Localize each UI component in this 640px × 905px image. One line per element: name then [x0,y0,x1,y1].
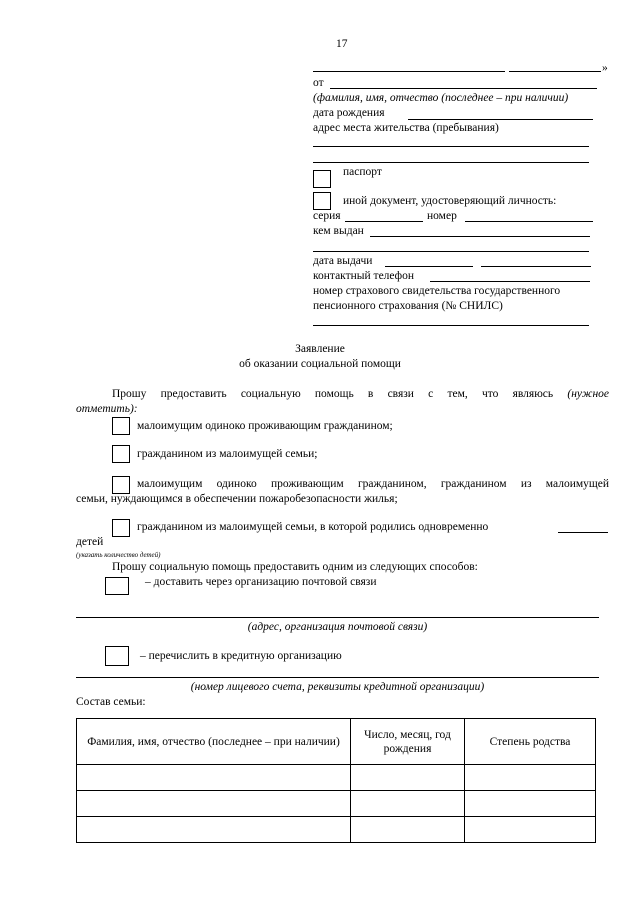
method2-field[interactable] [76,677,599,678]
option4-checkbox[interactable] [112,519,130,537]
option4-label-line1: гражданином из малоимущей семьи, в которой родились одновременно [137,521,489,533]
quote-close: » [602,62,608,74]
option4-label-line2: детей [76,536,104,548]
family-table-header [77,719,596,765]
method1-hint: (адрес, организация почтовой связи) [247,621,428,633]
option2-label: гражданином из малоимущей семьи; [137,448,318,460]
request-intro-line1 [112,388,609,400]
request-intro-text: Прошу предоставить социальную помощь в связи с тем, что являюсь [112,388,554,400]
option1-checkbox[interactable] [112,417,130,435]
series-label: серия [313,210,341,222]
birth-date-field[interactable] [408,119,593,120]
method1-label: – доставить через организацию почтовой связи [145,576,377,588]
table-cell[interactable] [77,791,351,817]
table-cell[interactable] [465,791,596,817]
address-label: адрес места жительства (пребывания) [313,122,499,134]
address-field-2[interactable] [313,162,589,163]
column-header-name: Фамилия, имя, отчество (последнее – при наличии) [77,719,351,765]
from-label: от [313,77,324,89]
phone-field[interactable] [430,281,590,282]
other-document-checkbox[interactable] [313,192,331,210]
table-cell[interactable] [351,765,465,791]
option3-checkbox[interactable] [112,476,130,494]
table-cell[interactable] [351,817,465,843]
issued-by-label: кем выдан [313,225,364,237]
table-cell[interactable] [77,817,351,843]
document-subtitle: об оказании социальной помощи [239,358,401,370]
table-row [77,791,596,817]
table-cell[interactable] [351,791,465,817]
option3-label-line1: малоимущим одиноко проживающим гражданином, гражданином из малоимущей [137,478,609,490]
number-label: номер [427,210,457,222]
option4-hint: (указать количество детей) [76,551,161,559]
request-intro-hint-2: отметить): [76,403,138,415]
method2-hint: (номер лицевого счета, реквизиты кредитной организации) [190,681,485,693]
method2-checkbox[interactable] [105,646,129,666]
table-cell[interactable] [77,765,351,791]
document-title: Заявление [295,343,345,355]
method1-field[interactable] [76,617,599,618]
table-row [77,765,596,791]
request-intro-hint: (нужное [567,388,609,400]
column-header-relation: Степень родства [465,719,596,765]
issued-by-field-2[interactable] [313,251,589,252]
issue-date-label: дата выдачи [313,255,373,267]
phone-label: контактный телефон [313,270,415,282]
option2-checkbox[interactable] [112,445,130,463]
option3-label-line2: семьи, нуждающимся в обеспечении пожаробезопасности жилья; [76,493,398,505]
issue-date-field-1[interactable] [385,266,473,267]
table-row [77,817,596,843]
method2-label: – перечислить в кредитную организацию [140,650,342,662]
snils-label-line1: номер страхового свидетельства государственного [313,285,561,297]
issued-by-field-1[interactable] [370,236,590,237]
option1-label: малоимущим одиноко проживающим гражданином; [137,420,393,432]
snils-field[interactable] [313,325,589,326]
other-document-label: иной документ, удостоверяющий личность: [343,195,557,207]
method1-checkbox[interactable] [105,577,129,595]
fio-hint: (фамилия, имя, отчество (последнее – при наличии) [313,92,569,104]
line-recipient-1 [313,71,505,72]
number-field[interactable] [465,221,593,222]
passport-checkbox[interactable] [313,170,331,188]
family-title: Состав семьи: [76,696,146,708]
birth-date-label: дата рождения [313,107,385,119]
table-cell[interactable] [465,765,596,791]
passport-label: паспорт [343,166,382,178]
delivery-intro: Прошу социальную помощь предоставить одним из следующих способов: [112,561,478,573]
children-count-field[interactable] [558,532,608,533]
page-number: 17 [336,38,348,50]
series-field[interactable] [345,221,423,222]
issue-date-field-2[interactable] [481,266,591,267]
column-header-birthdate: Число, месяц, год рождения [351,719,465,765]
from-field[interactable] [330,88,597,89]
address-field-1[interactable] [313,146,589,147]
snils-label-line2: пенсионного страхования (№ СНИЛС) [313,300,503,312]
line-recipient-2 [509,71,601,72]
family-table [76,718,596,843]
table-cell[interactable] [465,817,596,843]
